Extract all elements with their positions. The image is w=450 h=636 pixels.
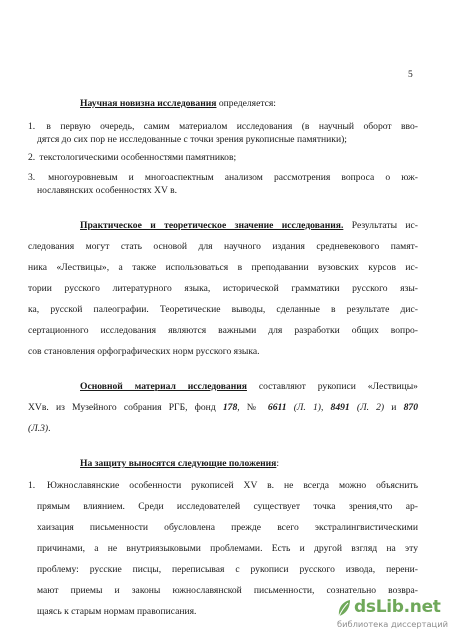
novelty-item-2 <box>28 152 418 164</box>
separator: , № <box>237 402 268 413</box>
watermark <box>336 597 450 636</box>
list-text: многоуровневым и многоаспектным анализом рассмотрения вопроса о юж- <box>48 172 418 183</box>
fond-number: 178 <box>222 402 238 413</box>
separator: и <box>384 402 404 413</box>
manuscript-number: 870 <box>403 402 418 413</box>
manuscript-label: (Л.3) <box>28 423 49 434</box>
leaf-icon <box>336 598 352 618</box>
material-text: XVв. из Музейного собрания РГБ, фонд <box>28 402 223 413</box>
practical-line-4: тории русского литературного языка, исторической грамматики русского язы- <box>28 283 418 294</box>
defense-heading-line <box>80 458 410 470</box>
list-number: 3. <box>28 172 36 183</box>
practical-line-6: сертационного исследования являются важными для разработки общих вопро- <box>28 325 418 336</box>
list-text: текстологическими особенностями памятников; <box>39 152 237 163</box>
novelty-item-3-line2: нославянских особенностях XV в. <box>37 185 178 196</box>
practical-heading: Практическое и теоретическое значение исследования. <box>80 220 344 231</box>
defense-line-6: мают приемы и законы южнославянской письменности, сознательно возвра- <box>37 585 418 596</box>
separator: , <box>320 402 331 413</box>
watermark-logo: dsLib.net <box>354 597 441 617</box>
period: . <box>48 423 51 434</box>
material-text: составляют рукописи «Лествицы» <box>246 381 418 392</box>
defense-line-3: хаизация письменности обусловлена прежде всего экстралингвистическими <box>37 522 418 533</box>
material-heading: Основной материал исследования <box>80 381 247 392</box>
defense-heading: На защиту выносятся следующие положения <box>80 458 277 469</box>
list-text: в первую очередь, самим материалом исследования (в научный оборот вво- <box>46 121 419 132</box>
watermark-subtitle: библиотека диссертаций <box>336 619 448 629</box>
novelty-item-1-line2: дятся до сих пор не исследованные с точки зрения рукописные памятники); <box>37 134 347 145</box>
defense-line-2: прямым влиянием. Среди исследователей существует точка зрения,что ар- <box>37 501 418 512</box>
novelty-heading-line <box>80 98 410 110</box>
manuscript-label: (Л. 2) <box>349 402 385 413</box>
manuscript-number: 6611 <box>267 402 287 413</box>
novelty-item-1-line1 <box>28 121 418 133</box>
material-line-2 <box>28 402 418 414</box>
practical-line-2: следования могут стать основой для научного издания средневекового памят- <box>28 241 418 252</box>
defense-line-4: причинами, а не внутриязыковыми проблемами. Есть и другой взгляд на эту <box>37 543 418 554</box>
practical-text: Результаты ис- <box>343 220 418 231</box>
page-number: 5 <box>408 70 413 80</box>
list-number: 2. <box>28 152 36 163</box>
practical-line-5: ка, русской палеографии. Теоретические выводы, сделанные в результате дис- <box>28 304 418 315</box>
manuscript-label: (Л. 1) <box>286 402 321 413</box>
practical-line-1 <box>80 220 418 232</box>
novelty-item-3-line1 <box>28 172 418 184</box>
novelty-heading: Научная новизна исследования <box>80 98 217 109</box>
list-number: 1. <box>28 480 36 491</box>
defense-line-5: проблему: русские писцы, переписывая с рукописи русского извода, перени- <box>37 564 418 575</box>
material-line-3 <box>28 423 418 435</box>
defense-line-1 <box>28 480 418 492</box>
practical-line-7: сов становления орфографических норм русского языка. <box>28 346 260 357</box>
practical-line-3: ника «Лествицы», а также использоваться в преподавании вузовских курсов ис- <box>28 262 418 273</box>
defense-line-7: щаясь к старым нормам правописания. <box>37 606 197 617</box>
list-text: Южнославянские особенности рукописей XV в. не всегда можно объяснить <box>46 480 418 491</box>
manuscript-number: 8491 <box>330 402 350 413</box>
material-line-1 <box>80 381 418 393</box>
list-number: 1. <box>28 121 36 132</box>
defense-heading-end: : <box>276 458 280 469</box>
novelty-heading-rest: определяется: <box>216 98 276 109</box>
